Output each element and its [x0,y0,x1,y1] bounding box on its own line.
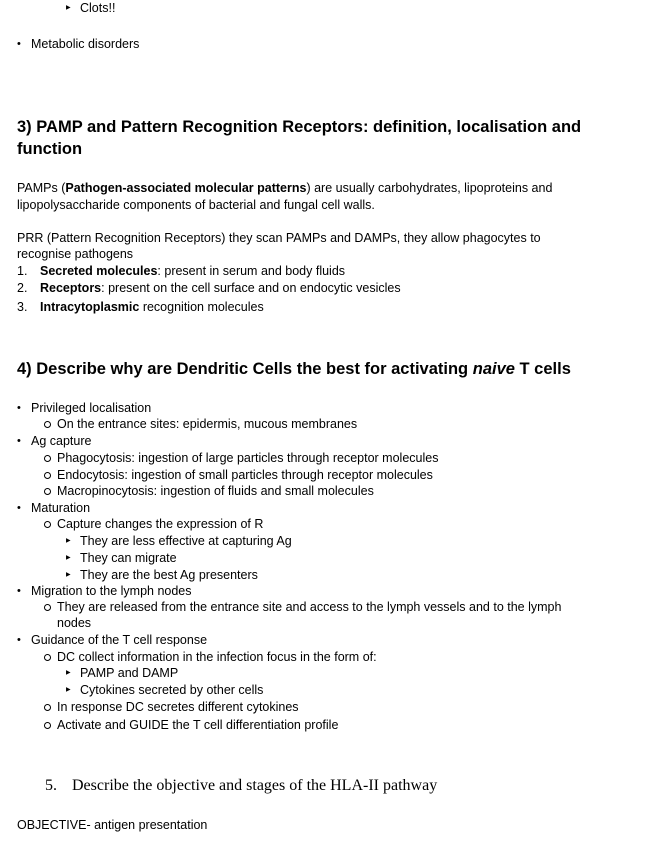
list-item-bold: Receptors [40,281,102,295]
list-item: They are less effective at capturing Ag [80,534,292,548]
bullet-icon: • [17,435,21,447]
list-item: Metabolic disorders [31,37,140,51]
list-item-cont: nodes [57,616,92,630]
circle-bullet-icon [44,604,51,611]
list-item: Cytokines secreted by other cells [80,683,264,697]
list-item: They are the best Ag presenters [80,568,258,582]
circle-bullet-icon [44,704,51,711]
section-5-heading: Describe the objective and stages of the HLA-II pathway [72,777,438,794]
list-item-bold: Intracytoplasmic [40,300,140,314]
triangle-bullet-icon: ▶ [66,555,71,561]
bullet-icon: • [17,585,21,597]
section-4-heading-italic: naive [472,360,515,378]
list-item-rest: recognition molecules [139,300,264,314]
triangle-bullet-icon: ▶ [66,572,71,578]
prr-paragraph: PRR (Pattern Recognition Receptors) they scan PAMPs and DAMPs, they allow phagocytes to [17,231,541,245]
triangle-bullet-icon: ▶ [66,687,71,693]
list-number: 2. [17,281,28,295]
list-number: 3. [17,300,28,314]
circle-bullet-icon [44,488,51,495]
triangle-bullet-icon: ▶ [66,670,71,676]
list-item: On the entrance sites: epidermis, mucous membranes [57,417,358,431]
list-number: 1. [17,264,28,278]
list-item: DC collect information in the infection focus in the form of: [57,650,377,664]
list-item [40,299,264,315]
section-3-heading-cont [17,138,82,160]
list-item: Endocytosis: ingestion of small particles through receptor molecules [57,468,433,482]
list-item [40,263,345,279]
circle-bullet-icon [44,472,51,479]
section-3-heading-line2: function [17,140,83,158]
list-item: Ag capture [31,434,92,448]
section-3-heading [17,116,581,138]
list-item: Activate and GUIDE the T cell differentiation profile [57,718,339,732]
circle-bullet-icon [44,421,51,428]
bullet-icon: • [17,502,21,514]
pamps-paragraph [17,180,552,196]
list-item: Migration to the lymph nodes [31,584,192,598]
circle-bullet-icon [44,722,51,729]
circle-bullet-icon [44,521,51,528]
bullet-icon: • [17,634,21,646]
objective-text: OBJECTIVE- antigen presentation [17,818,208,832]
list-item: In response DC secretes different cytokines [57,700,299,714]
prr-paragraph-line2: recognise pathogens [17,247,134,261]
bullet-icon: • [17,402,21,414]
triangle-bullet-icon: ▶ [66,5,71,11]
list-item: Phagocytosis: ingestion of large particles through receptor molecules [57,451,439,465]
list-item-rest: : present on the cell surface and on endocytic vesicles [101,281,401,295]
list-item: Guidance of the T cell response [31,633,208,647]
section-4-heading-pre: 4) Describe why are Dendritic Cells the best for activating [17,360,473,378]
list-item: Clots!! [80,1,116,15]
bullet-icon: • [17,38,21,50]
section-5-number: 5. [45,777,57,794]
circle-bullet-icon [44,654,51,661]
list-item: Maturation [31,501,91,515]
list-item: They are released from the entrance site and access to the lymph vessels and to the lymph [57,600,562,614]
section-4-heading [17,358,571,380]
pamps-post: ) are usually carbohydrates, lipoproteins and [306,181,553,195]
list-item: They can migrate [80,551,177,565]
triangle-bullet-icon: ▶ [66,538,71,544]
pamps-paragraph-line2: lipopolysaccharide components of bacterial and fungal cell walls. [17,198,375,212]
list-item-bold: Secreted molecules [40,264,158,278]
circle-bullet-icon [44,455,51,462]
list-item-rest: : present in serum and body fluids [157,264,346,278]
pamps-bold: Pathogen-associated molecular patterns [65,181,307,195]
list-item: Capture changes the expression of R [57,517,264,531]
section-3-heading-line1: 3) PAMP and Pattern Recognition Receptors: definition, localisation and [17,118,582,136]
list-item: Privileged localisation [31,401,152,415]
section-4-heading-post: T cells [514,360,571,378]
list-item [40,280,401,296]
list-item: PAMP and DAMP [80,666,179,680]
list-item: Macropinocytosis: ingestion of fluids and small molecules [57,484,374,498]
pamps-pre: PAMPs ( [17,181,66,195]
